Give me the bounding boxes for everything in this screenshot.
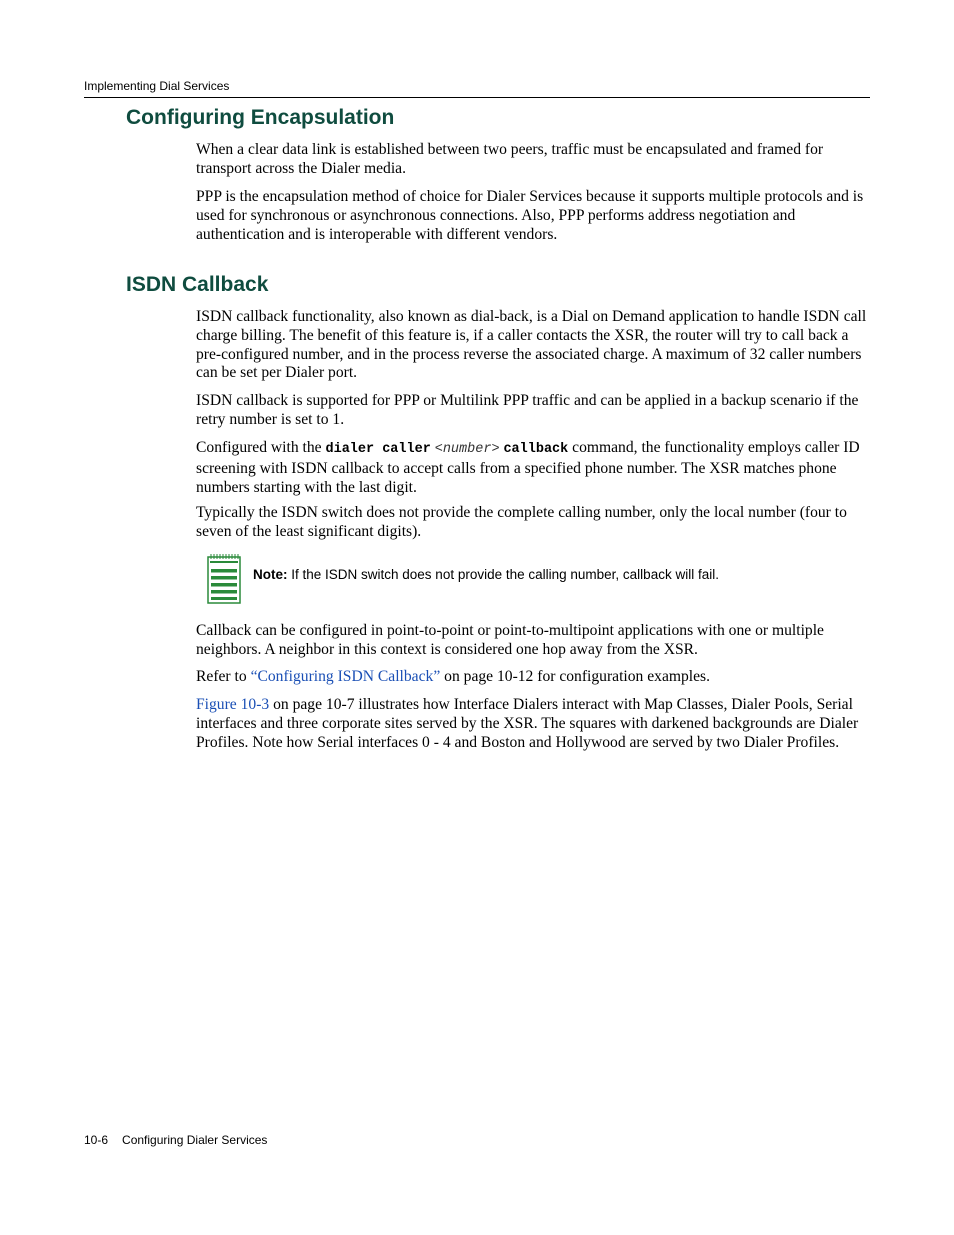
cross-reference-link[interactable]: “Configuring ISDN Callback” (250, 668, 441, 685)
refer-paragraph (196, 668, 868, 687)
section-title-isdn-callback: ISDN Callback (126, 273, 269, 296)
command-argument: <number> (434, 442, 500, 457)
page-number: 10-6 (84, 1133, 109, 1147)
section-title-configuring-encapsulation: Configuring Encapsulation (126, 106, 395, 129)
chapter-title: Configuring Dialer Services (122, 1133, 268, 1147)
paragraph: Callback can be configured in point-to-point or point-to-multipoint applications with one or multiple neighbors. A neighbor in this context is considered one hop away from the XSR. (196, 622, 824, 658)
note-icon (206, 553, 242, 605)
note-text (253, 567, 719, 582)
paragraph: When a clear data link is established between two peers, traffic must be encapsulated and framed for transport across the Dialer media. (196, 141, 824, 177)
command-paragraph (196, 439, 868, 497)
figure-reference-paragraph (196, 696, 868, 752)
figure-link[interactable]: Figure 10-3 (196, 696, 270, 713)
text: command, the functionality employs caller ID screening with ISDN callback to accept calls from a specified phone number. The XSR matches phone numbers starting with the last digit. (196, 439, 860, 496)
command-keyword: dialer caller (325, 442, 431, 457)
text: on page 10-7 illustrates how Interface Dialers interact with Map Classes, Dialer Pools, Serial interfaces and three corporate sites served by the XSR. The squares with darkened backgrounds are Dialer Profiles. Note how Serial interfaces 0 - 4 and Boston and Hollywood are served by two Dialer Profiles. (196, 696, 859, 751)
text: Refer to (196, 668, 251, 685)
command-keyword: callback (503, 442, 569, 457)
paragraph: Typically the ISDN switch does not provide the complete calling number, only the local number (four to seven of the least significant digits). (196, 504, 847, 540)
text: Configured with the (196, 439, 326, 456)
note-label: Note: (253, 567, 288, 582)
note-body: If the ISDN switch does not provide the calling number, callback will fail. (287, 567, 719, 582)
running-footer (84, 1133, 267, 1147)
paragraph: ISDN callback functionality, also known as dial-back, is a Dial on Demand application to handle ISDN call charge billing. The benefit of this feature is, if a caller contacts the XSR, the router will try to call back a pre-configured number, and in the process reverse the associated charge. A maximum of 32 caller numbers can be set per Dialer port. (196, 308, 867, 382)
text: on page 10-12 for configuration examples. (440, 668, 711, 685)
paragraph: PPP is the encapsulation method of choice for Dialer Services because it supports multiple protocols and is used for synchronous or asynchronous connections. Also, PPP performs address negotiation and authentication and is interoperable with different vendors. (196, 188, 864, 243)
running-header: Implementing Dial Services (84, 79, 230, 93)
paragraph: ISDN callback is supported for PPP or Multilink PPP traffic and can be applied in a backup scenario if the retry number is set to 1. (196, 392, 859, 428)
header-rule (84, 97, 870, 98)
